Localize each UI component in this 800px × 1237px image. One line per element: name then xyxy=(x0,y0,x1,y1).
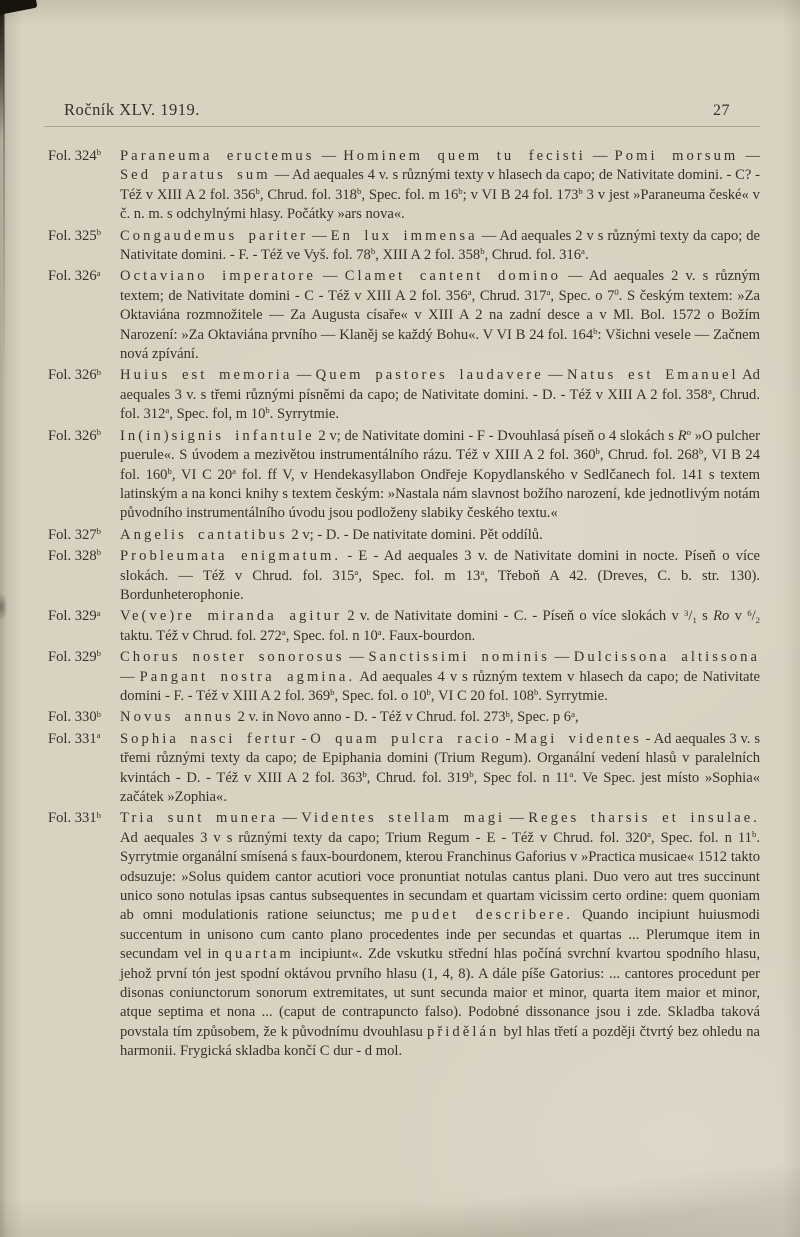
page-number: 27 xyxy=(713,102,730,119)
entry-text: Probleumata enigmatum. - E - Ad aequales 3 v. de Nativitate domini in nocte. Píseň o více slokách. — Též v Chrud. fol. 315$^a$, Spec. fol. m 13$^a$, Třeboň A 42. (Dreves, C. b. str. 130). Bordunheterophonie. xyxy=(120,548,761,603)
folio-label: Fol. 326$^b$ xyxy=(48,426,102,444)
folio-label: Fol. 329$^b$ xyxy=(48,648,102,666)
catalog-entry xyxy=(48,648,760,706)
catalog-entry xyxy=(48,730,760,808)
catalog-entry xyxy=(48,809,760,1061)
catalog-entry xyxy=(48,227,760,266)
catalog-entry xyxy=(48,366,760,424)
folio-label: Fol. 328$^b$ xyxy=(48,547,102,565)
catalog-entry xyxy=(48,607,760,646)
paper-wrinkle xyxy=(0,1167,800,1237)
paper-edge-line xyxy=(3,0,5,420)
folio-label: Fol. 330$^b$ xyxy=(48,708,102,726)
entry-text: Chorus noster sonorosus — Sanctissimi nominis — Dulcissona altissona — Pangant nostra agmina. Ad aequales 4 v s různým textem v hlasech da capo; de Nativitate domini - F. - Též v XIII A 2 fol. 369$^b$, Spec. fol. o 10$^b$, VI C 20 fol. 108$^b$. Syrrytmie. xyxy=(120,649,761,704)
folio-label: Fol. 331$^b$ xyxy=(48,809,102,827)
catalog-entry xyxy=(48,526,760,545)
folio-label: Fol. 327$^b$ xyxy=(48,525,102,543)
entry-text: Sophia nasci fertur - O quam pulcra racio - Magi videntes - Ad aequales 3 v. s třemi různými texty da capo; de Epiphania domini (Trium Regum). Organální vedení hlasů v paralelních kvintách - D. - Též v XIII A 2 fol. 363$^b$, Chrud. fol. 319$^b$, Spec fol. n 11$^a$. Ve Spec. jest místo »Sophia« začátek »Zophia«. xyxy=(120,730,760,805)
ink-smudge-left xyxy=(0,594,7,620)
ink-smudge-corner xyxy=(0,0,37,16)
entry-text: Novus annus 2 v. in Novo anno - D. - Též v Chrud. fol. 273$^b$, Spec. p 6$^a$, xyxy=(120,708,579,726)
entry-text: Paraneuma eructemus — Hominem quem tu fecisti — Pomi morsum — Sed paratus sum — Ad aequales 4 v. s různými texty v hlasech da capo; de Nativitate domini. - C? - Též v XIII A 2 fol. 356$^b$, Chrud. fol. 318$^b$, Spec. fol. m 16$^b$; v VI B 24 fol. 173$^b$ 3 v jest »Paraneuma české« v č. n. m. s odchylnými hlasy. Počátky »ars nova«. xyxy=(120,148,761,223)
folio-label: Fol. 325$^b$ xyxy=(48,226,102,244)
catalog-entry xyxy=(48,547,760,605)
entry-text: Ve(ve)re miranda agitur 2 v. de Nativitate domini - C. - Píseň o více slokách v $^3/_1$ s Ro v $^6/_2$ taktu. Též v Chrud. fol. 272$^a$, Spec. fol. n 10$^a$. Faux-bourdon. xyxy=(120,607,760,644)
entry-text: Angelis cantatibus 2 v; - D. - De nativitate domini. Pět oddílů. xyxy=(120,526,543,543)
folio-label: Fol. 326$^a$ xyxy=(48,267,101,285)
entry-text: In(in)signis infantule 2 v; de Nativitate domini - F - Dvouhlasá píseň o 4 slokách s $R^o$ »O pulcher puerule«. S úvodem a mezivětou instrumentálního rázu. Též v XIII A 2 fol. 360$^b$, Chrud. fol. 268$^b$, VI B 24 fol. 160$^b$, VI C 20$^a$ fol. ff V, v Hendekasyllabon Ondřeje Kopydlanského v Sedlčanech fol. 141 s textem latinským a na konci knihy s textem českým: »Nastala nám slavnost božího narození, kde jednotlivým notám původního instrumentálního úvodu jsou podloženy slabiky českého textu.« xyxy=(120,426,761,522)
header-rule xyxy=(44,126,760,127)
catalog-entry xyxy=(48,267,760,364)
folio-label: Fol. 324$^b$ xyxy=(48,147,102,164)
journal-volume-label: Ročník XLV. 1919. xyxy=(64,100,200,119)
catalog-entry xyxy=(48,708,760,727)
folio-label: Fol. 326$^b$ xyxy=(48,366,102,384)
catalog-entry xyxy=(48,147,760,225)
entry-text: Octaviano imperatore — Clamet cantent domino — Ad aequales 2 v. s různým textem; de Nativitate domini - C - Též v XIII A 2 fol. 356$^a$, Chrud. 317$^a$, Spec. o $7^0$. S českým textem: »Za Oktaviána rozmnožitele — Za Augusta císaře« v XIII A 2 na zadní desce a v Ml. Bol. 1572 o Božím Narození: »Za Oktaviána prvního — Klaněj se každý Bohu«. V VI B 24 fol. 164$^b$: Všichni vesele — Začnem nová zpívání. xyxy=(120,268,760,363)
entry-text: Huius est memoria — Quem pastores laudavere — Natus est Emanuel Ad aequales 3 v. s třemi různými písněmi da capo; de Nativitate domini. - D. - Též v XIII A 2 fol. 358$^a$, Chrud. fol. 312$^a$, Spec. fol, m 10$^b$. Syrrytmie. xyxy=(120,367,760,423)
catalog-entry xyxy=(48,427,760,524)
entry-text: Tria sunt munera — Videntes stellam magi — Reges tharsis et insulae. Ad aequales 3 v s různými texty da capo; Trium Regum - E - Též v Chrud. fol. 320$^a$, Spec. fol. n 11$^b$. Syrrytmie organální smísená s faux-bourdonem, kterou Franchinus Gaforius v »Practica musicae« 1512 takto odsuzuje: »Solus quidem cantor acutiori voce pronuntiat notulas cantus plani. Duo vero aut tres succinunt unico sono notulas ipsas cantus subsequentes in secundam et quartam vicissim certo ordine: quem quoniam ab omni modulationis ratione seiunctus; me pudet describere. Quando incipiunt huiusmodi succentum in unisono cum canto plano procedentes inde per secundas et quartas ... Plerumque item in secundam vel in quartam incipiunt«. Zde vskutku střední hlas počíná svrchní kvartou spodního hlasu, jehož první tón jest spodní oktávou prvního hlasu (1, 4, 8). A dále píše Gatorius: ... cantores procedunt per disonas coniunctorum sonorum extremitates, ut sunt secunda maior et minor, quarta item maior et minor, atque septima et nona ... (caput de contrapuncto falso). Podobné dissonance jsou i zde. Skladba taková povstala tím způsobem, že k původnímu dvouhlasu přidělán byl hlas třetí a později čtvrtý bez ohledu na harmonii. Frygická skladba končí C dur - d mol. xyxy=(120,810,761,1060)
catalog-entry-list xyxy=(48,147,760,1064)
entry-text: Congaudemus pariter — En lux immensa — Ad aequales 2 v s různými texty da capo; de Nativitate domini. - F. - Též ve Vyš. fol. 78$^b$, XIII A 2 fol. 358$^b$, Chrud. fol. 316$^a$. xyxy=(120,227,761,264)
folio-label: Fol. 329$^a$ xyxy=(48,607,101,625)
folio-label: Fol. 331$^a$ xyxy=(48,729,101,747)
page-header xyxy=(64,100,730,120)
